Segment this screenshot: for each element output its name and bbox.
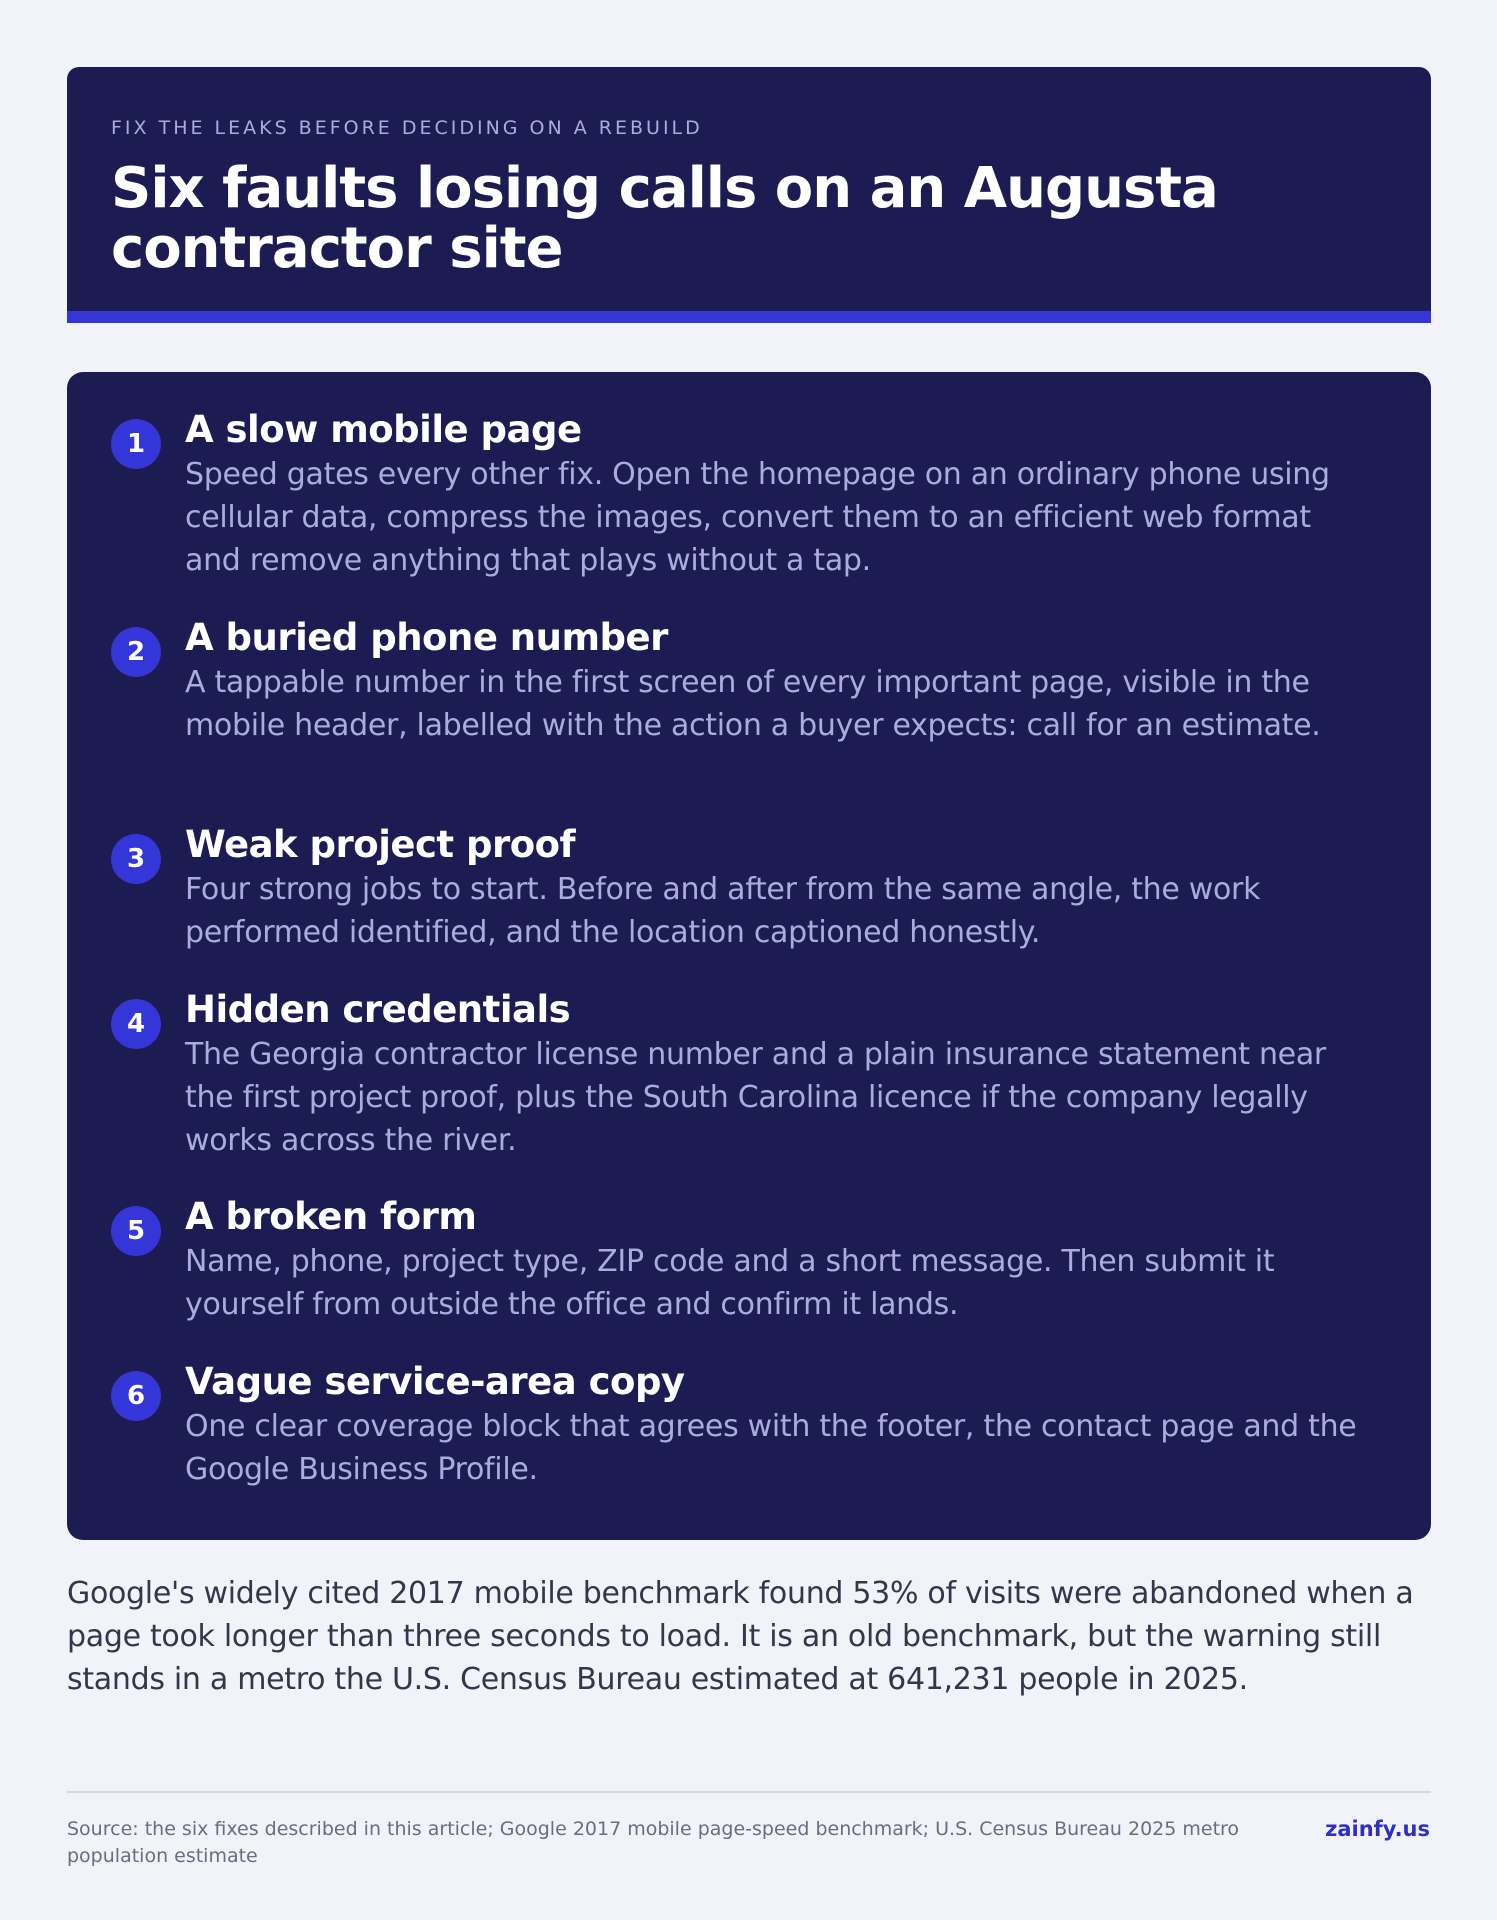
brand-link[interactable]: zainfy.us <box>1325 1817 1430 1841</box>
fault-number-badge: 2 <box>111 627 161 677</box>
fault-number-badge: 3 <box>111 834 161 884</box>
page-title: Six faults losing calls on an Augusta contractor site <box>111 156 1218 281</box>
fault-description: Four strong jobs to start. Before and after from the same angle, the work performed identified, and the location captioned honestly. <box>185 872 1261 950</box>
fault-description: One clear coverage block that agrees with the footer, the contact page and the Google Business Profile. <box>185 1409 1357 1487</box>
fault-title: A slow mobile page <box>185 408 582 451</box>
source-credit: Source: the six fixes described in this article; Google 2017 mobile page-speed benchmark; U.S. Census Bureau 2025 metro population estimate <box>67 1818 1240 1867</box>
header-banner <box>67 67 1431 323</box>
fault-title: Vague service-area copy <box>185 1360 685 1403</box>
fault-title: A broken form <box>185 1195 477 1238</box>
fault-number-badge: 5 <box>111 1206 161 1256</box>
fault-description: The Georgia contractor license number and a plain insurance statement near the first project proof, plus the South Carolina licence if the company legally works across the river. <box>185 1037 1326 1158</box>
fault-description: Name, phone, project type, ZIP code and a short message. Then submit it yourself from outside the office and confirm it lands. <box>185 1244 1275 1322</box>
fault-title: A buried phone number <box>185 616 668 659</box>
fault-description: A tappable number in the first screen of every important page, visible in the mobile header, labelled with the action a buyer expects: call for an estimate. <box>185 665 1321 743</box>
eyebrow-label: FIX THE LEAKS BEFORE DECIDING ON A REBUILD <box>111 117 703 139</box>
header-accent-bar <box>67 311 1431 323</box>
benchmark-footnote: Google's widely cited 2017 mobile benchmark found 53% of visits were abandoned when a page took longer than three seconds to load. It is an old benchmark, but the warning still stands in a metro the U.S. Census Bureau estimated at 641,231 people in 2025. <box>67 1576 1414 1697</box>
fault-title: Hidden credentials <box>185 988 571 1031</box>
fault-number-badge: 4 <box>111 999 161 1049</box>
fault-number-badge: 1 <box>111 419 161 469</box>
fault-title: Weak project proof <box>185 823 576 866</box>
footer-divider <box>67 1791 1431 1793</box>
faults-panel <box>67 372 1431 1540</box>
fault-number-badge: 6 <box>111 1371 161 1421</box>
fault-description: Speed gates every other fix. Open the homepage on an ordinary phone using cellular data, compress the images, convert them to an efficient web format and remove anything that plays without a tap. <box>185 457 1330 578</box>
